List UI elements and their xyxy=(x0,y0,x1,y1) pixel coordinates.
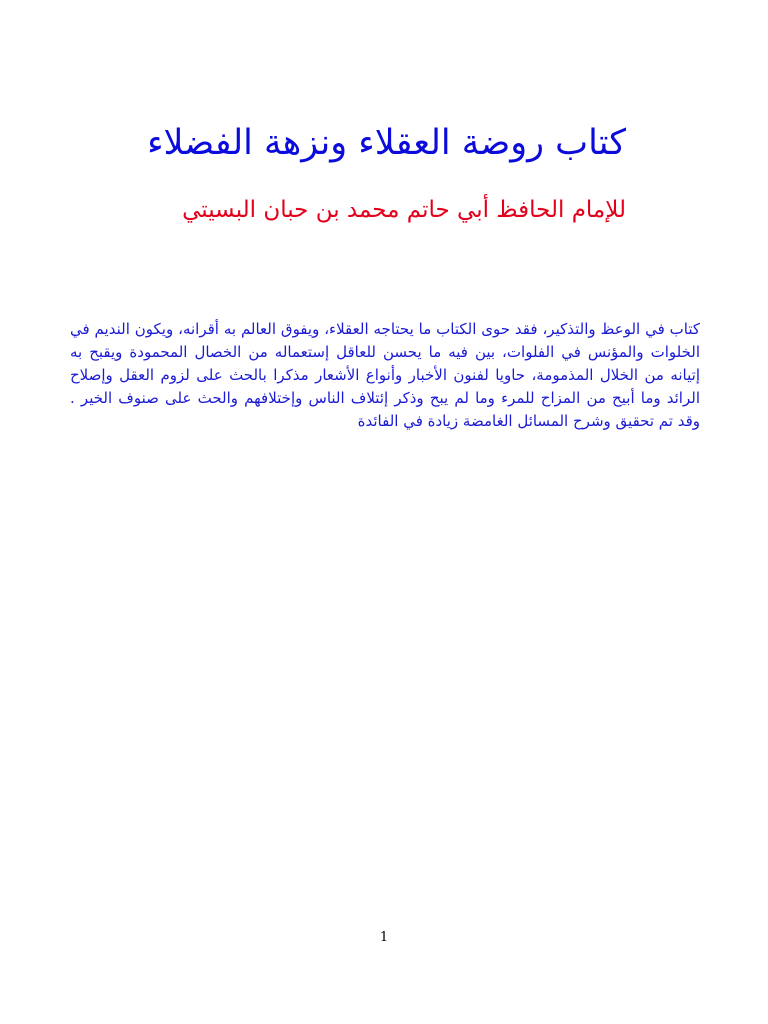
page-number: 1 xyxy=(379,930,389,945)
book-title: كتاب روضة العقلاء ونزهة الفضلاء xyxy=(147,123,626,163)
book-description: كتاب في الوعظ والتذكير، فقد حوى الكتاب ما يحتاجه العقلاء، ويفوق العالم به أقرانه، ويكون النديم في الخلوات والمؤنس في الفلوات، بين فيه ما يحسن للعاقل إستعماله من الخصال المحمودة ويقبح به إتيانه من الخلال المذمومة، حاويا لفنون الأخبار وأنواع الأشعار مذكرا بالحث على لزوم العقل وإصلاح الرائد وما أبيح من المزاح للمرء وما لم يبح وذكر إئتلاف الناس وإختلافهم والحث على صنوف الخير . وقد تم تحقيق وشرح المسائل الغامضة زيادة في الفائدة xyxy=(70,320,700,430)
author-line: للإمام الحافظ أبي حاتم محمد بن حبان البسيتي xyxy=(182,197,626,223)
